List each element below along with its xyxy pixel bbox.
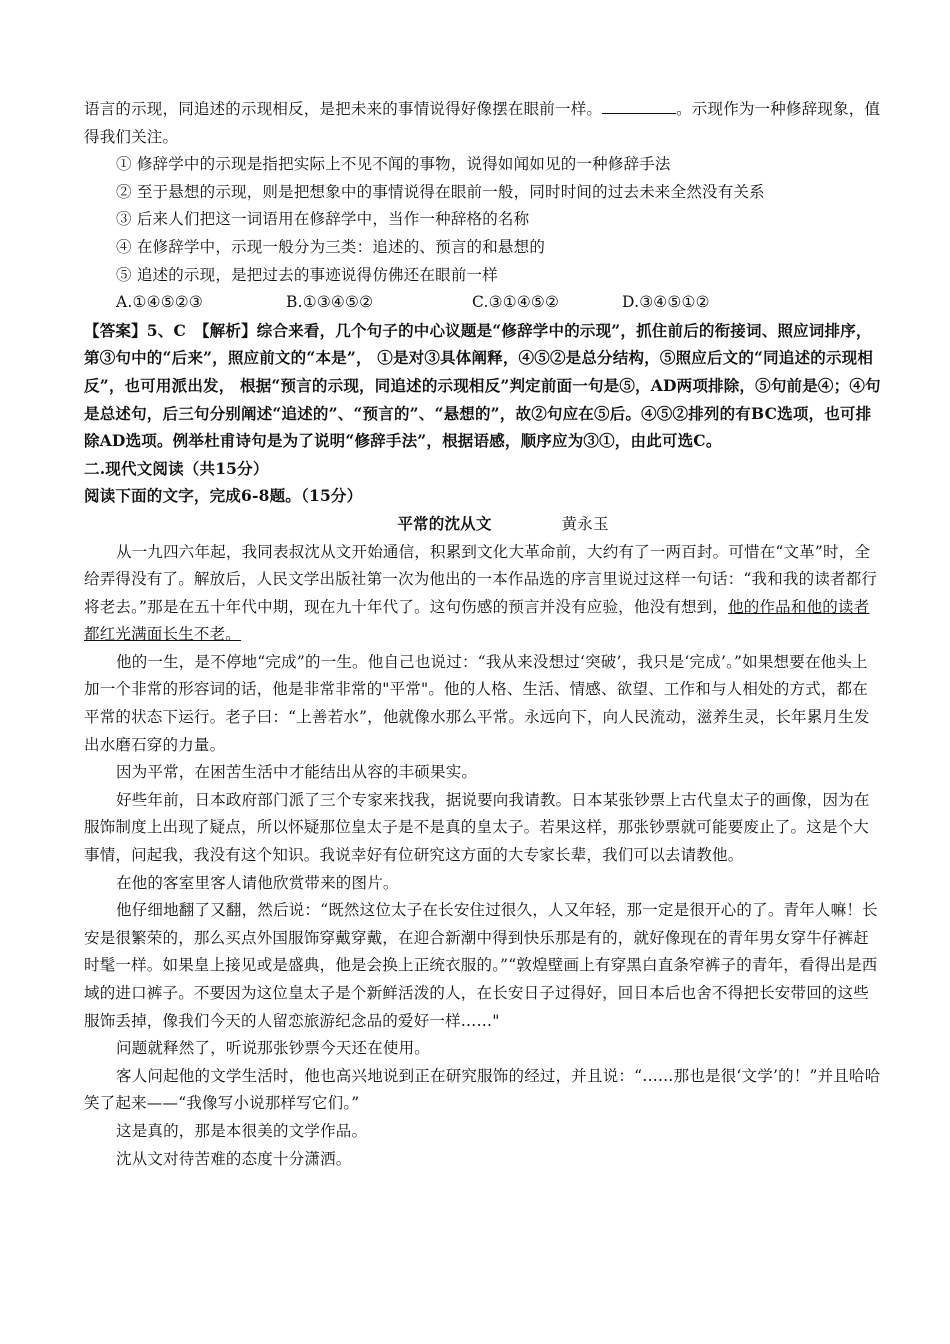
answer-explanation: 【答案】5、C 【解析】综合来看，几个句子的中心议题是“修辞学中的示现”，抓住前后的衔接词、照应词排序，第③句中的“后来”，照应前文的“本是”， ①是对③具体阐释，④⑤②是总分结构，⑤照应后文的“同追述的示现相反”，也可用派出发， 根据“预言的示现，同追述的示现相反”判定前面一句是⑤，AD两项排除，⑤句前是④；④句是总述句，后三句分别阐述“追述的”、“预言的”、“悬想的”，故②句应在⑤后。④⑤②排列的有BC选项，也可排除AD选项。例举杜甫诗句是为了说明“修辞手法”，根据语感，顺序应为③①，由此可选C。 bbox=[84, 320, 881, 451]
choice-b: B.①③④⑤② bbox=[286, 293, 374, 312]
paragraph-1-text: 从一九四六年起，我同表叔沈从文开始通信，积累到文化大革命前，大约有了一两百封。可惜在“文革”时，全给弄得没有了。解放后，人民文学出版社第一次为他出的一本作品选的序言里说过这样一句话：“我和我的读者都行将老去。”那是在五十年代中期，现在九十年代了。这句伤感的预言并没有应验，他没有想到， bbox=[84, 542, 878, 616]
choice-c: C.③①④⑤② bbox=[472, 293, 560, 312]
intro-text-before-blank: 语言的示现，同追述的示现相反，是把未来的事情说得好像摆在眼前一样。 bbox=[84, 100, 603, 118]
article-paragraph-6: 他仔细地翻了又翻，然后说：“既然这位太子在长安住过很久，人又年轻，那一定是很开心的了。青年人嘛！长安是很繁荣的，那么买点外国服饰穿戴穿戴，在迎合新潮中得到快乐那是有的，就好像现在的青年男女穿牛仔裤赶时髦一样。如果皇上接见或是盛典，他是会换上正统衣服的。”“敦煌壁画上有穿黑白直条窄裤子的青年，看得出是西域的进口裤子。不要因为这位皇太子是个新鲜活泼的人，在长安日子过得好，回日本后也舍不得把长安带回的这些服饰丢掉，像我们今天的人留恋旅游纪念品的爱好一样……" bbox=[84, 901, 878, 1030]
option-4: ④ 在修辞学中，示现一般分为三类：追述的、预言的和悬想的 bbox=[116, 237, 546, 256]
option-5: ⑤ 追述的示现，是把过去的事迹说得仿佛还在眼前一样 bbox=[116, 265, 498, 284]
article-title: 平常的沈从文 bbox=[397, 513, 492, 533]
article-paragraph-1 bbox=[84, 539, 882, 649]
section-instruction: 阅读下面的文字，完成6-8题。（15分） bbox=[84, 486, 363, 506]
article-paragraph-3: 因为平常，在困苦生活中才能结出从容的丰硕果实。 bbox=[116, 763, 478, 782]
article-paragraph-10: 沈从文对待苦难的态度十分潇洒。 bbox=[116, 1149, 352, 1168]
intro-text-after-blank: 。示现作为一种修辞现象，值得我们关注。 bbox=[84, 100, 881, 146]
article-paragraph-4: 好些年前，日本政府部门派了三个专家来找我，据说要向我请教。日本某张钞票上古代皇太子的画像，因为在服饰制度上出现了疑点，所以怀疑那位皇太子是不是真的皇太子。若果这样，那张钞票就可能要废止了。这是个大事情，问起我，我没有这个知识。我说幸好有位研究这方面的大专家长辈，我们可以去请教他。 bbox=[84, 790, 870, 865]
article-paragraph-8: 客人问起他的文学生活时，他也高兴地说到正在研究服饰的经过，并且说：“……那也是很‘文学’的！”并且哈哈笑了起来——“我像写小说那样写它们。” bbox=[84, 1066, 881, 1113]
option-3: ③ 后来人们把这一词语用在修辞学中，当作一种辞格的名称 bbox=[116, 210, 530, 229]
article-author: 黄永玉 bbox=[561, 514, 609, 533]
article-paragraph-2: 他的一生，是不停地“完成”的一生。他自己也说过：“我从来没想过‘突破’，我只是‘完成’。”如果想要在他头上加一个非常的形容词的话，他是非常非常的"平常"。他的人格、生活、情感、欲望、工作和与人相处的方式，都在平常的状态下运行。老子曰：“上善若水”，他就像水那么平常。永远向下，向人民流动，滋养生灵，长年累月生发出水磨石穿的力量。 bbox=[84, 652, 870, 754]
document-page bbox=[84, 96, 882, 1173]
intro-paragraph bbox=[84, 96, 882, 151]
choice-d: D.③④⑤①② bbox=[622, 293, 710, 312]
fill-in-blank bbox=[602, 99, 676, 114]
option-1: ① 修辞学中的示现是指把实际上不见不闻的事物，说得如闻如见的一种修辞手法 bbox=[116, 155, 671, 174]
article-title-line bbox=[84, 510, 882, 539]
section-heading: 二.现代文阅读（共15分） bbox=[84, 458, 269, 478]
option-2: ② 至于悬想的示现，则是把想象中的事情说得在眼前一般，同时时间的过去未来全然没有关系 bbox=[116, 182, 765, 201]
underlined-sentence: 他的作品和他的读者都红光满面长生不老。 bbox=[84, 597, 870, 644]
article-paragraph-5: 在他的客室里客人请他欣赏带来的图片。 bbox=[116, 873, 399, 892]
article-paragraph-9: 这是真的，那是本很美的文学作品。 bbox=[116, 1121, 368, 1140]
choice-a: A.①④⑤②③ bbox=[116, 293, 203, 312]
article-paragraph-7: 问题就释然了，听说那张钞票今天还在使用。 bbox=[116, 1039, 431, 1058]
answer-choices bbox=[84, 289, 882, 317]
